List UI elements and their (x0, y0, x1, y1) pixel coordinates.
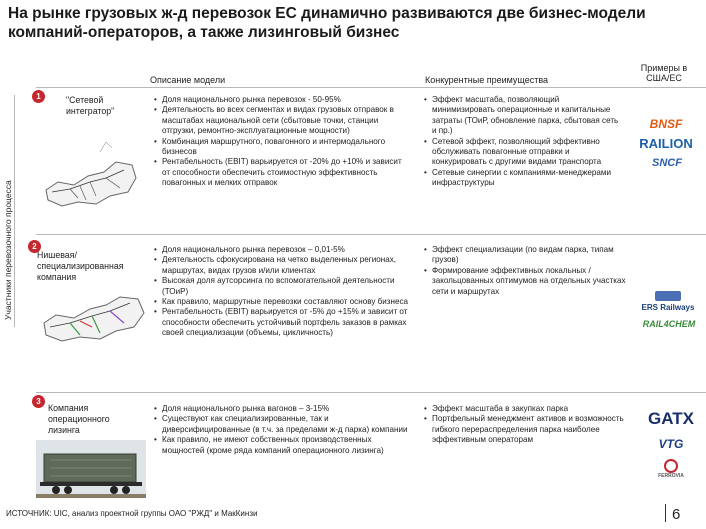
list-item: • Сетевые синергии с компаниями-менеджерами инфраструктуры (424, 168, 624, 189)
austria-network-map (40, 112, 140, 224)
gatx-logo-text: GATX (648, 409, 694, 428)
row-1-description-list (154, 95, 410, 189)
header-divider (36, 87, 706, 88)
row-3-number-badge: 3 (32, 395, 45, 408)
vtg-logo (646, 436, 696, 452)
vtg-logo-text: VTG (658, 437, 684, 451)
page-title: На рынке грузовых ж-д перевозок ЕС динамично развиваются две бизнес-модели компаний-операторов, а также лизинговый бизнес (8, 5, 646, 41)
sncf-logo (644, 156, 690, 170)
sncf-logo-text: SNCF (652, 157, 682, 169)
row-1-number-badge: 1 (32, 90, 45, 103)
row-1-model-name: "Сетевой интегратор" (66, 95, 115, 116)
list-item: • Формирование эффективных локальных / закольцованных оптимумов на отдельных участках сети и маршрутах (424, 266, 634, 297)
bnsf-logo-text: BNSF (649, 117, 683, 131)
ers-railways-logo (636, 288, 700, 314)
row-2-number-badge: 2 (28, 240, 41, 253)
list-item: • Доля национального рынка вагонов – 3-15% (154, 404, 410, 414)
row-2-description-list (154, 245, 410, 339)
row-divider-2 (36, 392, 706, 393)
list-item: • Доля национального рынка перевозок - 50-95% (154, 95, 410, 105)
list-item: • Доля национального рынка перевозок – 0,01-5% (154, 245, 410, 255)
list-item: • Эффект специализации (по видам парка, типам грузов) (424, 245, 634, 266)
list-item: • Эффект масштаба, позволяющий минимизировать операционные и капитальные затраты (ТОиР, обновление парка, сбытовая сеть и пр.) (424, 95, 624, 137)
column-header-examples: Примеры в США/ЕС (640, 63, 688, 83)
row-1-advantages-list (424, 95, 624, 189)
page-number-divider (665, 504, 666, 522)
list-item: • Деятельность во всех сегментах и видах грузовых отправок в масштабах национальной сети (сбытовые точки, станции отгрузки, ремонтно-эксплуатационные мощности) (154, 105, 410, 136)
railion-logo-text: RAILION (639, 135, 693, 151)
column-header-model: Описание модели (150, 75, 226, 85)
ferrovia-logo-text: FERROVIA (658, 473, 684, 479)
row-3-description-list (154, 404, 410, 456)
rail4chem-logo-text: RAIL4CHEM (642, 319, 696, 329)
side-label: Участники перевозочного процесса (3, 180, 13, 320)
ers-logo-text: ERS Railways (641, 302, 695, 312)
source-footnote: ИСТОЧНИК: UIC, анализ проектной группы ОАО "РЖД" и МакКинзи (6, 509, 258, 518)
list-item: • Деятельность сфокусирована на четко выделенных регионах, маршрутах, видах грузов и/или клиентах (154, 255, 410, 276)
row-3-advantages-list (424, 404, 624, 446)
list-item: • Высокая доля аутсорсинга по вспомогательной деятельности (ТОиР) (154, 276, 410, 297)
side-label-line (14, 95, 15, 327)
ferrovia-logo (650, 458, 692, 480)
bnsf-logo (636, 116, 696, 132)
list-item: • Рентабельность (EBIT) варьируется от -20% до +10% и зависит от способности обеспечить стоимостную эффективность повагонных и мелких отправок (154, 157, 410, 188)
ferrovia-logo-mark (664, 459, 678, 473)
rail4chem-logo (640, 316, 698, 332)
ers-logo-mark (655, 291, 681, 301)
row-2-model-name: Нишевая/ специализированная компания (37, 250, 124, 282)
row-divider-1 (36, 234, 706, 235)
list-item: • Как правило, маршрутные перевозки составляют основу бизнеса (154, 297, 410, 307)
list-item: • Портфельный менеджмент активов и возможность гибкого перераспределения парка наиболее эффективным операторам (424, 414, 624, 445)
list-item: • Комбинация маршрутного, повагонного и интермодального бизнесов (154, 137, 410, 158)
list-item: • Существуют как специализированные, так и диверсифицированные (в т.ч. за пределами ж-д парка) компании (154, 414, 410, 435)
row-2-advantages-list (424, 245, 634, 297)
list-item: • Эффект масштаба в закупках парка (424, 404, 624, 414)
list-item: • Рентабельность (EBIT) варьируется от -5% до +15% и зависит от способности обеспечить устойчивый портфель заказов в рамках своей специализации (объемы, цикличность) (154, 307, 410, 338)
leasing-railcar-photo (36, 440, 146, 498)
list-item: • Как правило, не имеют собственных производственных мощностей (кроме ряда компаний операционного лизинга) (154, 435, 410, 456)
column-header-advantages: Конкурентные преимущества (425, 75, 549, 85)
page-number: 6 (672, 506, 681, 523)
list-item: • Сетевой эффект, позволяющий эффективно обслуживать повагонные отправки и конкурировать с другими видами транспорта (424, 137, 624, 168)
row-3-model-name: Компания операционного лизинга (48, 403, 110, 435)
gatx-logo (648, 408, 694, 430)
railion-logo (634, 134, 698, 152)
austria-niche-map (40, 283, 148, 351)
